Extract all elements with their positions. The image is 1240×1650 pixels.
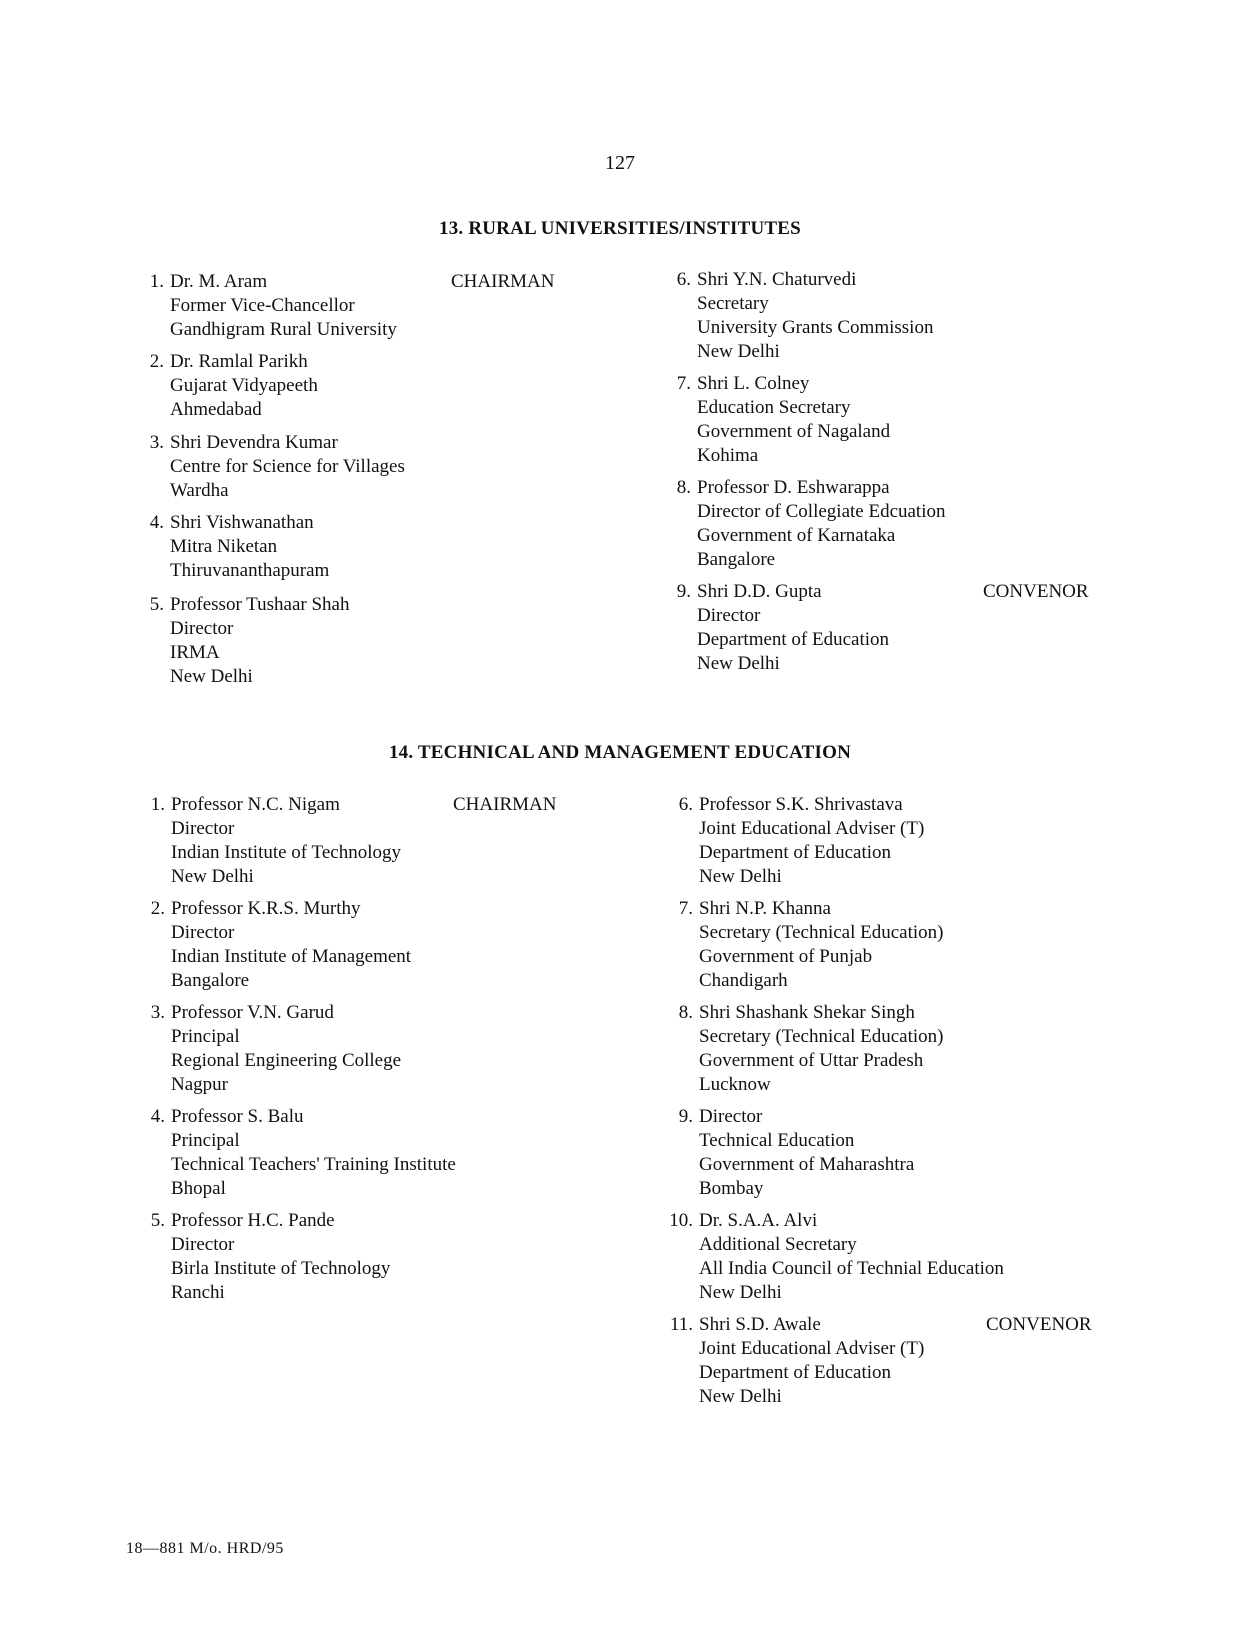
member-number: 6. [676, 269, 691, 290]
member-detail-line: Additional Secretary [699, 1234, 857, 1255]
member-number: 4. [150, 1106, 165, 1127]
member-entry [149, 270, 397, 342]
member-number: 1. [150, 794, 165, 815]
member-number: 7. [676, 373, 691, 394]
member-detail-line: Wardha [170, 480, 229, 501]
member-detail-line: Centre for Science for Villages [170, 456, 405, 477]
member-number: 9. [676, 581, 691, 602]
member-number: 5. [150, 1210, 165, 1231]
member-name: Professor H.C. Pande [171, 1210, 335, 1231]
member-detail-line: Government of Punjab [699, 946, 873, 967]
member-role-label: CONVENOR [983, 581, 1089, 602]
member-name: Dr. Ramlal Parikh [170, 351, 308, 372]
member-detail-line: Government of Nagaland [697, 421, 891, 442]
member-detail-line: Director [171, 1234, 235, 1255]
member-entry [149, 511, 330, 583]
member-name: Shri Shashank Shekar Singh [699, 1002, 915, 1023]
member-name: Shri N.P. Khanna [699, 898, 831, 919]
section-heading: 14. TECHNICAL AND MANAGEMENT EDUCATION [388, 742, 852, 763]
member-number: 5. [149, 594, 164, 615]
member-detail-line: Secretary (Technical Education) [699, 922, 944, 943]
member-detail-line: Director [697, 605, 761, 626]
member-detail-line: Director [171, 922, 235, 943]
member-number: 1. [149, 271, 164, 292]
member-entry [678, 1001, 944, 1097]
member-entry [150, 1105, 456, 1201]
member-number: 8. [676, 477, 691, 498]
member-detail-line: Bhopal [171, 1178, 226, 1199]
member-name: Professor S.K. Shrivastava [699, 794, 903, 815]
member-name: Shri L. Colney [697, 373, 810, 394]
member-name: Professor K.R.S. Murthy [171, 898, 361, 919]
member-entry [150, 1209, 391, 1305]
member-detail-line: Technical Education [699, 1130, 855, 1151]
member-detail-line: Indian Institute of Management [171, 946, 412, 967]
member-detail-line: University Grants Commission [697, 317, 934, 338]
member-entry [676, 476, 946, 572]
member-name: Professor S. Balu [171, 1106, 304, 1127]
member-detail-line: Director [171, 818, 235, 839]
member-number: 3. [149, 432, 164, 453]
member-detail-line: New Delhi [171, 866, 254, 887]
member-detail-line: Ahmedabad [170, 399, 262, 420]
member-entry [669, 1209, 1004, 1305]
member-number: 2. [150, 898, 165, 919]
member-detail-line: Technical Teachers' Training Institute [171, 1154, 456, 1175]
member-detail-line: Thiruvananthapuram [170, 560, 330, 581]
member-entry [678, 793, 925, 889]
member-entry [149, 350, 318, 422]
member-detail-line: Government of Maharashtra [699, 1154, 915, 1175]
page-number: 127 [605, 152, 635, 174]
member-detail-line: Government of Karnataka [697, 525, 896, 546]
member-detail-line: Joint Educational Adviser (T) [699, 818, 925, 839]
member-detail-line: Department of Education [699, 1362, 892, 1383]
member-detail-line: Birla Institute of Technology [171, 1258, 391, 1279]
member-detail-line: Secretary (Technical Education) [699, 1026, 944, 1047]
member-entry [149, 593, 350, 689]
member-name: Shri Devendra Kumar [170, 432, 338, 453]
member-detail-line: Gujarat Vidyapeeth [170, 375, 318, 396]
member-entry [150, 1001, 402, 1097]
member-name: Director [699, 1106, 763, 1127]
member-entry [678, 897, 944, 993]
member-name: Shri Y.N. Chaturvedi [697, 269, 857, 290]
member-detail-line: New Delhi [699, 1386, 782, 1407]
member-entry [676, 372, 891, 468]
member-name: Shri Vishwanathan [170, 512, 314, 533]
member-number: 2. [149, 351, 164, 372]
member-number: 4. [149, 512, 164, 533]
member-detail-line: Joint Educational Adviser (T) [699, 1338, 925, 1359]
member-entry [150, 793, 401, 889]
member-detail-line: Lucknow [699, 1074, 771, 1095]
member-entry [678, 1105, 915, 1201]
member-detail-line: Principal [171, 1130, 240, 1151]
member-name: Professor N.C. Nigam [171, 794, 340, 815]
member-detail-line: New Delhi [699, 866, 782, 887]
member-entry [676, 580, 890, 676]
member-detail-line: Ranchi [171, 1282, 225, 1303]
member-number: 8. [678, 1002, 693, 1023]
member-detail-line: Director [170, 618, 234, 639]
member-number: 10. [669, 1210, 693, 1231]
member-number: 3. [150, 1002, 165, 1023]
member-detail-line: Nagpur [171, 1074, 228, 1095]
member-detail-line: Regional Engineering College [171, 1050, 402, 1071]
member-detail-line: New Delhi [699, 1282, 782, 1303]
member-detail-line: Government of Uttar Pradesh [699, 1050, 924, 1071]
member-name: Professor V.N. Garud [171, 1002, 334, 1023]
member-detail-line: Former Vice-Chancellor [170, 295, 355, 316]
member-entry [676, 268, 934, 364]
member-detail-line: Indian Institute of Technology [171, 842, 401, 863]
member-name: Professor Tushaar Shah [170, 594, 350, 615]
member-number: 6. [678, 794, 693, 815]
member-detail-line: Education Secretary [697, 397, 851, 418]
member-detail-line: Bangalore [697, 549, 776, 570]
member-detail-line: Director of Collegiate Edcuation [697, 501, 946, 522]
member-detail-line: Chandigarh [699, 970, 788, 991]
member-detail-line: All India Council of Technial Education [699, 1258, 1004, 1279]
member-detail-line: IRMA [170, 642, 220, 663]
member-name: Dr. M. Aram [170, 271, 268, 292]
member-name: Shri S.D. Awale [699, 1314, 821, 1335]
member-role-label: CONVENOR [986, 1314, 1092, 1335]
member-detail-line: New Delhi [697, 341, 780, 362]
member-detail-line: Kohima [697, 445, 759, 466]
member-name: Dr. S.A.A. Alvi [699, 1210, 818, 1231]
member-detail-line: Secretary [697, 293, 769, 314]
member-name: Shri D.D. Gupta [697, 581, 822, 602]
member-entry [149, 431, 405, 503]
member-number: 9. [678, 1106, 693, 1127]
member-detail-line: New Delhi [170, 666, 253, 687]
member-name: Professor D. Eshwarappa [697, 477, 890, 498]
member-role-label: CHAIRMAN [453, 794, 557, 815]
member-detail-line: Department of Education [699, 842, 892, 863]
member-detail-line: Gandhigram Rural University [170, 319, 397, 340]
member-detail-line: New Delhi [697, 653, 780, 674]
member-number: 11. [669, 1314, 693, 1335]
member-detail-line: Department of Education [697, 629, 890, 650]
member-detail-line: Principal [171, 1026, 240, 1047]
member-entry [669, 1313, 925, 1409]
member-detail-line: Mitra Niketan [170, 536, 278, 557]
member-role-label: CHAIRMAN [451, 271, 555, 292]
member-detail-line: Bangalore [171, 970, 250, 991]
member-entry [150, 897, 412, 993]
member-number: 7. [678, 898, 693, 919]
section-heading: 13. RURAL UNIVERSITIES/INSTITUTES [439, 218, 801, 239]
member-detail-line: Bombay [699, 1178, 764, 1199]
footer-print-code: 18—881 M/o. HRD/95 [126, 1540, 284, 1557]
